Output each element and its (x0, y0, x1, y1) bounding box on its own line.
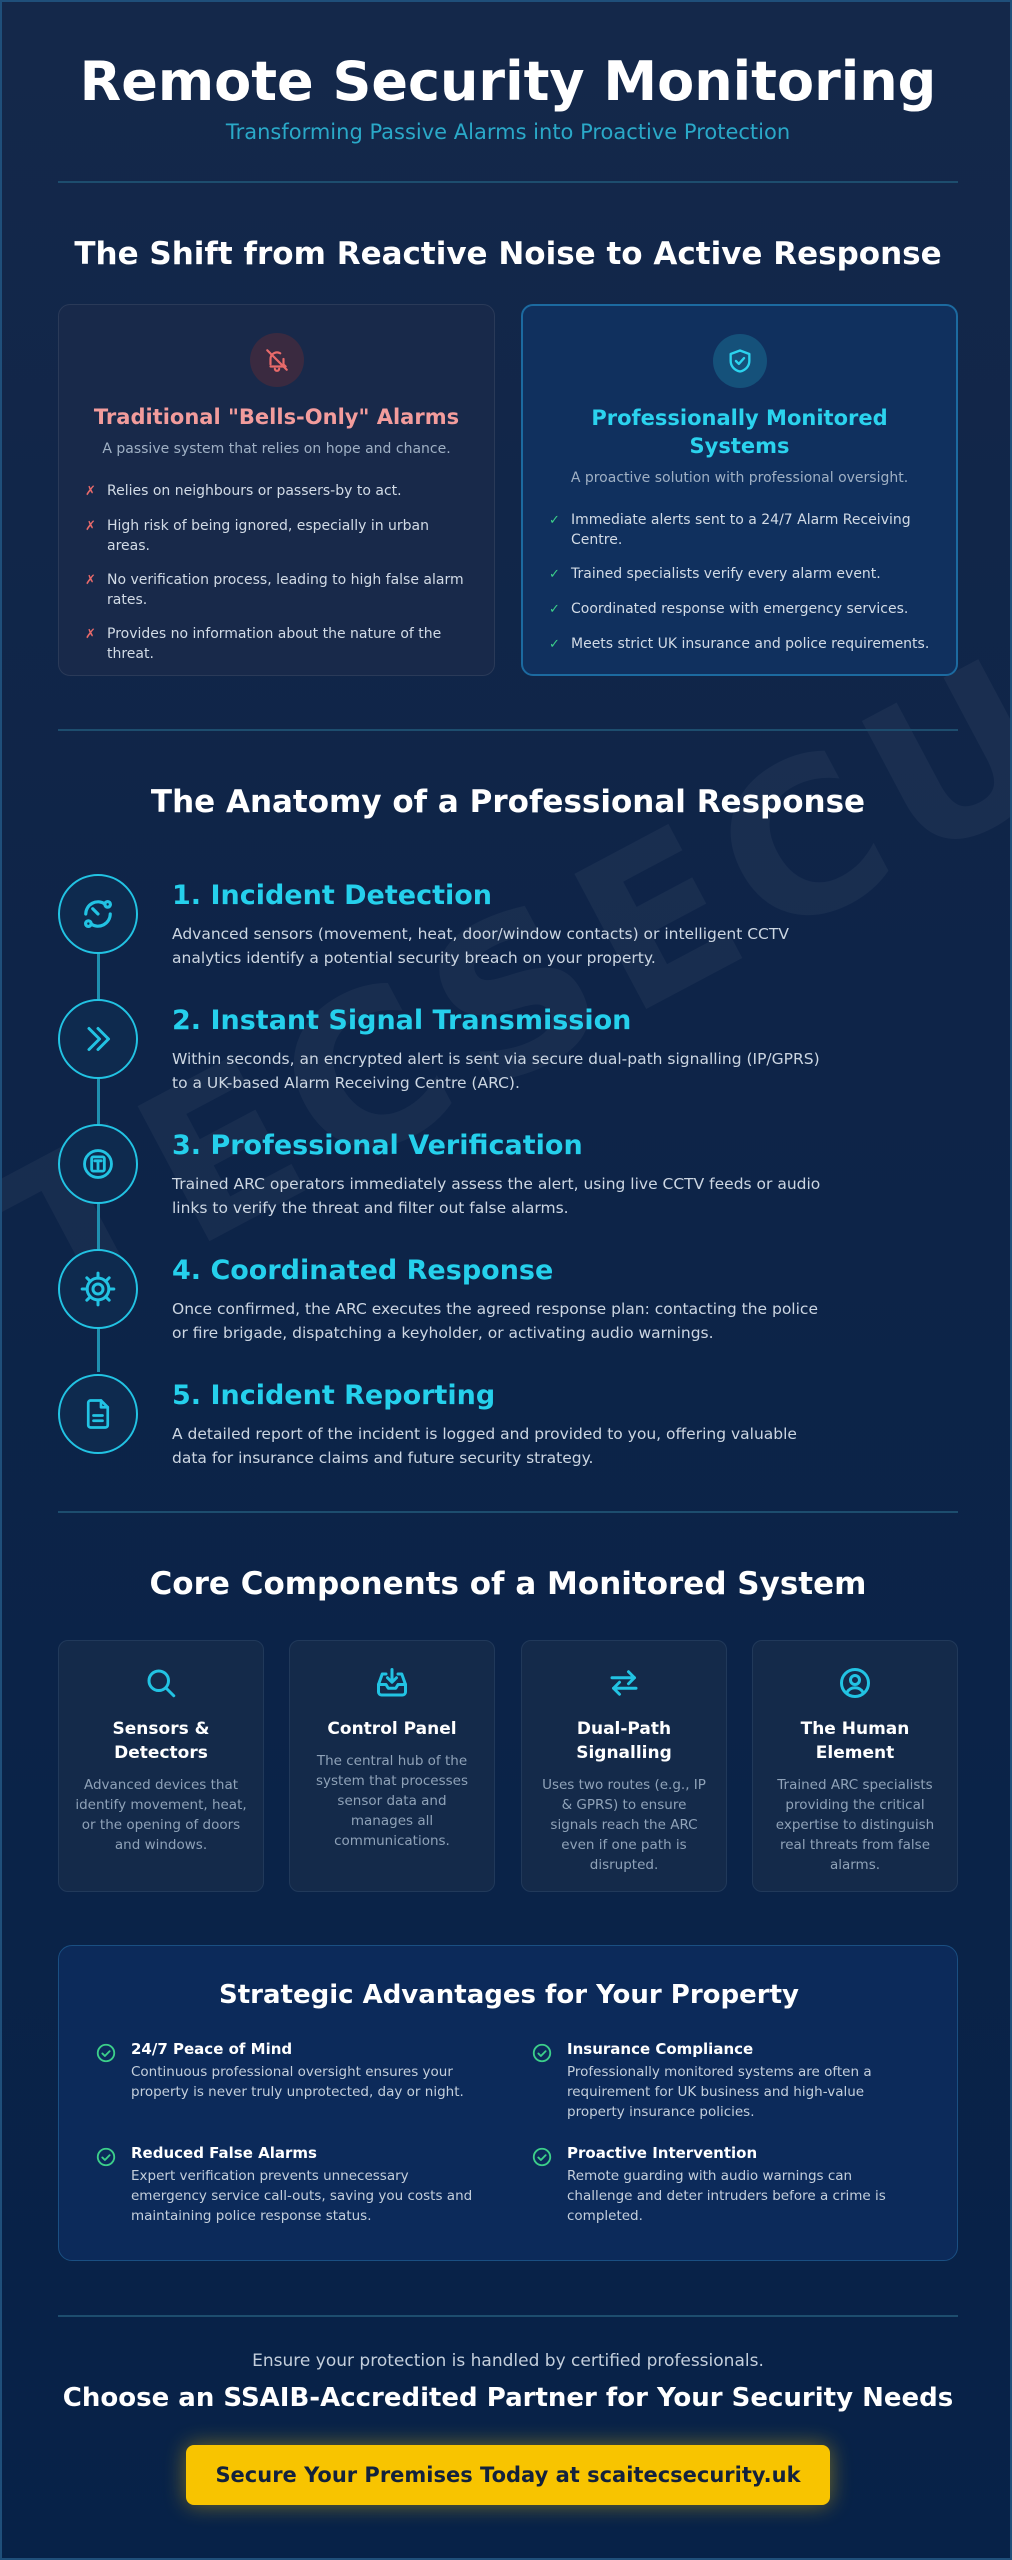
component-card-human-element (752, 1640, 958, 1892)
timeline-step-transmission (58, 999, 938, 1109)
page-title: Remote Security Monitoring (79, 50, 937, 113)
check-icon: ✓ (549, 602, 560, 617)
advantage-title: Proactive Intervention (567, 2144, 758, 2162)
cross-icon: ✗ (85, 484, 96, 499)
timeline-step-detection (58, 874, 938, 984)
inbox-download-icon (306, 1663, 478, 1703)
step-title: 4. Coordinated Response (172, 1255, 554, 1286)
list-item: ✓ Coordinated response with emergency services. (549, 599, 930, 620)
divider (58, 2315, 958, 2317)
advantage-text: Remote guarding with audio warnings can challenge and deter intruders before a crime is completed. (567, 2168, 886, 2224)
advantages-panel (58, 1945, 958, 2261)
step-title: 1. Incident Detection (172, 880, 493, 911)
step-text: Once confirmed, the ARC executes the agreed response plan: contacting the police or fire brigade, dispatching a keyholder, or activating audio warnings. (172, 1300, 818, 1342)
cross-icon: ✗ (85, 627, 96, 642)
advantage-text: Professionally monitored systems are often a requirement for UK business and high-value property insurance policies. (567, 2064, 872, 2120)
advantage-title: Reduced False Alarms (131, 2144, 317, 2162)
component-text: The central hub of the system that processes sensor data and manages all communications. (315, 1753, 469, 1849)
check-circle-icon (95, 2042, 117, 2064)
swap-arrows-icon (538, 1663, 710, 1703)
advantage-text: Continuous professional oversight ensures your property is never truly unprotected, day or night. (131, 2064, 464, 2100)
advantage-item (95, 2040, 475, 2102)
page-subtitle: Transforming Passive Alarms into Proactive Protection (225, 120, 791, 144)
cta-pretext: Ensure your protection is handled by certified professionals. (252, 2351, 764, 2371)
divider (58, 729, 958, 731)
step-title: 3. Professional Verification (172, 1130, 583, 1161)
verify-badge-icon (58, 1124, 138, 1204)
professional-description: A proactive solution with professional oversight. (570, 470, 909, 486)
step-text: Trained ARC operators immediately assess the alert, using live CCTV feeds or audio links to verify the threat and filter out false alarms. (172, 1175, 821, 1217)
component-card-sensors (58, 1640, 264, 1892)
professional-heading: Professionally Monitored Systems (591, 406, 888, 458)
search-icon (75, 1663, 247, 1703)
component-title: Dual-Path Signalling (576, 1719, 672, 1763)
check-icon: ✓ (549, 513, 560, 528)
component-text: Trained ARC specialists providing the critical expertise to distinguish real threats from false alarms. (775, 1777, 935, 1873)
user-circle-icon (769, 1663, 941, 1703)
list-item: ✗ High risk of being ignored, especially in urban areas. (85, 518, 429, 554)
cta-title: Choose an SSAIB-Accredited Partner for Your Security Needs (62, 2383, 954, 2413)
component-title: Control Panel (327, 1719, 457, 1739)
list-item: ✗ Provides no information about the nature of the threat. (85, 626, 442, 662)
component-text: Advanced devices that identify movement, heat, or the opening of doors and windows. (75, 1777, 247, 1853)
advantage-item (531, 2040, 911, 2122)
document-icon (58, 1374, 138, 1454)
timeline-step-verification (58, 1124, 938, 1234)
traditional-alarm-card (58, 304, 495, 676)
component-title: Sensors & Detectors (112, 1719, 210, 1763)
step-text: A detailed report of the incident is logged and provided to you, offering valuable data for insurance claims and future security strategy. (172, 1425, 797, 1467)
component-card-dual-path (521, 1640, 727, 1892)
radar-icon (58, 874, 138, 954)
professional-monitoring-card (521, 304, 958, 676)
check-icon: ✓ (549, 567, 560, 582)
check-circle-icon (531, 2146, 553, 2168)
check-circle-icon (531, 2042, 553, 2064)
list-item: ✗ Relies on neighbours or passers-by to act. (85, 481, 468, 502)
shield-check-icon (713, 334, 767, 388)
bell-off-icon (250, 333, 304, 387)
cross-icon: ✗ (85, 519, 96, 534)
advantages-title: Strategic Advantages for Your Property (219, 1980, 799, 2010)
list-item: ✗ No verification process, leading to high false alarm rates. (85, 572, 464, 608)
step-text: Advanced sensors (movement, heat, door/window contacts) or intelligent CCTV analytics identify a potential security breach on your property. (172, 925, 789, 967)
divider (58, 181, 958, 183)
traditional-description: A passive system that relies on hope and chance. (102, 441, 451, 457)
chevrons-right-icon (58, 999, 138, 1079)
traditional-heading: Traditional "Bells-Only" Alarms (93, 405, 460, 429)
step-title: 5. Incident Reporting (172, 1380, 496, 1411)
timeline-step-response (58, 1249, 938, 1359)
list-item: ✓ Trained specialists verify every alarm event. (549, 564, 930, 585)
advantage-title: Insurance Compliance (567, 2040, 754, 2058)
advantage-title: 24/7 Peace of Mind (131, 2040, 293, 2058)
cross-icon: ✗ (85, 573, 96, 588)
list-item: ✓ Meets strict UK insurance and police requirements. (549, 634, 930, 655)
component-text: Uses two routes (e.g., IP & GPRS) to ensure signals reach the ARC even if one path is disrupted. (542, 1777, 706, 1873)
shift-section-title: The Shift from Reactive Noise to Active Response (74, 236, 942, 272)
components-section-title: Core Components of a Monitored System (149, 1566, 867, 1602)
step-text: Within seconds, an encrypted alert is sent via secure dual-path signalling (IP/GPRS) to a UK-based Alarm Receiving Centre (ARC). (172, 1050, 820, 1092)
check-icon: ✓ (549, 637, 560, 652)
advantage-item (531, 2144, 911, 2226)
divider (58, 1511, 958, 1513)
cta-button[interactable]: Secure Your Premises Today at scaitecsecurity.uk (186, 2445, 830, 2505)
advantage-text: Expert verification prevents unnecessary emergency service call-outs, saving you costs and maintaining police response status. (131, 2168, 473, 2224)
gear-icon (58, 1249, 138, 1329)
list-item: ✓ Immediate alerts sent to a 24/7 Alarm Receiving Centre. (549, 512, 911, 548)
advantage-item (95, 2144, 475, 2226)
component-title: The Human Element (800, 1719, 910, 1763)
step-title: 2. Instant Signal Transmission (172, 1005, 632, 1036)
component-card-control-panel (289, 1640, 495, 1892)
check-circle-icon (95, 2146, 117, 2168)
timeline-step-reporting (58, 1374, 938, 1484)
anatomy-section-title: The Anatomy of a Professional Response (150, 784, 866, 820)
